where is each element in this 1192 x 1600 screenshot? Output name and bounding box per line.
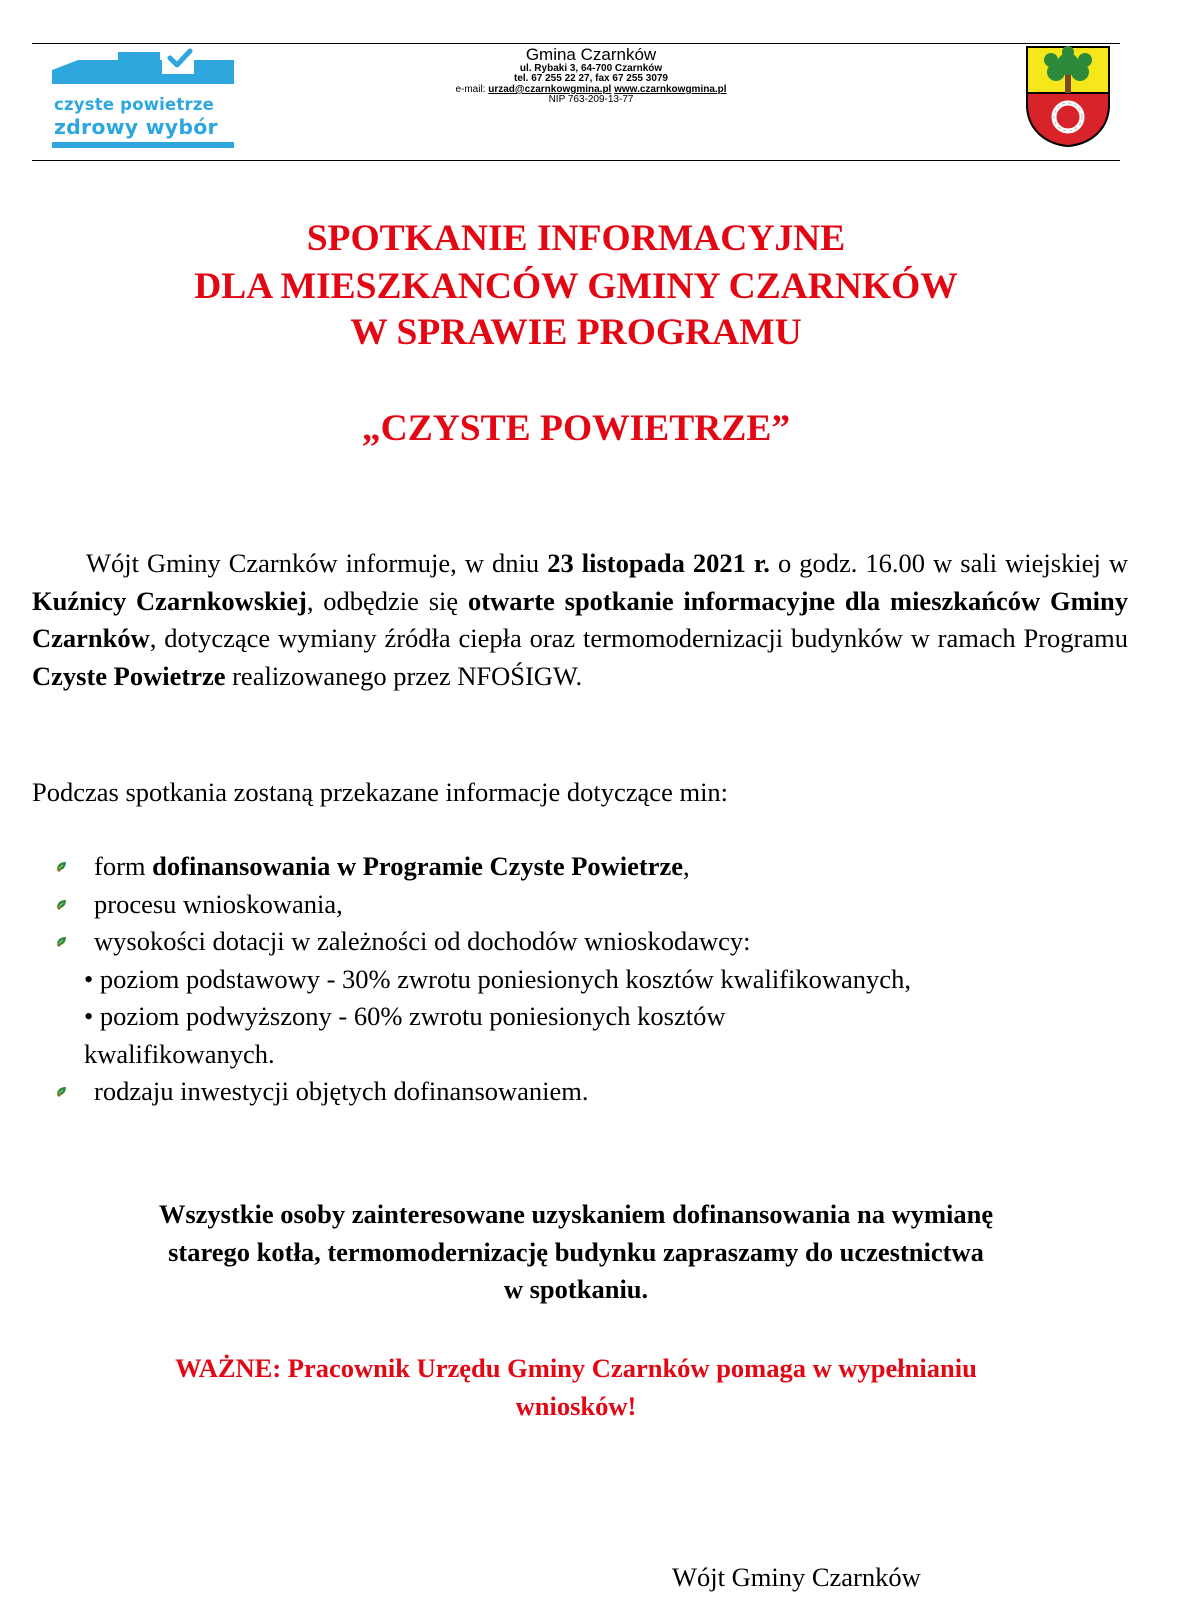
header-bottom-rule xyxy=(32,160,1120,161)
list-item-1-text-a: form xyxy=(94,851,153,881)
title-program-name: „CZYSTE POWIETRZE” xyxy=(361,408,791,449)
meeting-description: otwarte spotkanie informacyjne dla mieszkańców Gminy Czarnków xyxy=(32,585,1129,653)
notice-line-2: wniosków! xyxy=(515,1390,637,1421)
org-address: ul. Rybaki 3, 64-700 Czarnków xyxy=(519,62,663,74)
notice-line-1: WAŻNE: Pracownik Urzędu Gminy Czarnków pomaga w wypełnianiu xyxy=(175,1353,977,1383)
sub-item-basic-level: • poziom podstawowy - 30% zwrotu poniesionych kosztów kwalifikowanych, xyxy=(84,963,911,994)
list-item-2-text: procesu wnioskowania, xyxy=(94,888,343,919)
signature: Wójt Gminy Czarnków xyxy=(672,1562,921,1592)
intro-text-3: , odbędzie się xyxy=(306,585,468,616)
leaf-bullet-icon xyxy=(56,899,67,910)
invitation-line-2: starego kotła, termomodernizację budynku zapraszamy do uczestnictwa xyxy=(168,1236,984,1267)
invitation-paragraph xyxy=(32,1196,1120,1309)
meeting-location: Kuźnicy Czarnkowskiej xyxy=(32,585,307,616)
org-nip: NIP 763-209-13-77 xyxy=(548,94,634,106)
info-intro: Podczas spotkania zostaną przekazane informacje dotyczące min: xyxy=(32,777,729,807)
list-item-1-text-c: , xyxy=(683,851,690,881)
invitation-line-3: w spotkaniu. xyxy=(503,1274,649,1304)
org-website-link[interactable]: www.czarnkowgmina.pl xyxy=(614,83,727,95)
list-item-1-text-b: dofinansowania w Programie Czyste Powietrze xyxy=(152,851,684,881)
intro-text-4: , dotyczące wymiany źródła ciepła oraz termomodernizacji budynków w ramach Programu xyxy=(149,623,1128,653)
list-item xyxy=(32,886,1152,924)
sub-item-increased-level: • poziom podwyższony - 60% zwrotu poniesionych kosztów xyxy=(84,1001,726,1031)
logo-line-2: zdrowy wybór xyxy=(54,115,218,139)
intro-text-5: realizowanego przez NFOŚIGW. xyxy=(225,660,583,691)
org-email-link[interactable]: urzad@czarnkowgmina.pl xyxy=(488,83,612,95)
org-email-label: e-mail: xyxy=(455,83,489,95)
organization-info xyxy=(386,46,796,106)
list-item-3-text: wysokości dotacji w zależności od dochodów wnioskodawcy: xyxy=(94,926,751,956)
title-line-2: DLA MIESZKANCÓW GMINY CZARNKÓW xyxy=(194,266,958,307)
list-item xyxy=(32,923,1152,961)
list-item xyxy=(32,848,1152,886)
intro-text-1: Wójt Gminy Czarnków informuje, w dniu xyxy=(86,548,548,578)
title-line-3: W SPRAWIE PROGRAMU xyxy=(350,312,802,353)
leaf-bullet-icon xyxy=(56,861,67,872)
leaf-bullet-icon xyxy=(56,936,67,947)
invitation-line-1: Wszystkie osoby zainteresowane uzyskaniem dofinansowania na wymianę xyxy=(158,1199,994,1229)
org-phone: tel. 67 255 22 27, fax 67 255 3079 xyxy=(513,73,668,85)
title-line-1: SPOTKANIE INFORMACYJNE xyxy=(306,218,846,259)
header-top-rule xyxy=(32,43,1120,44)
important-notice xyxy=(32,1350,1120,1425)
coat-of-arms-icon xyxy=(1024,44,1112,148)
intro-paragraph xyxy=(32,545,1128,695)
czyste-powietrze-logo xyxy=(52,48,234,153)
logo-line-1: czyste powietrze xyxy=(54,95,215,114)
org-name: Gmina Czarnków xyxy=(525,45,657,64)
intro-text-2: o godz. 16.00 w sali wiejskiej w xyxy=(769,548,1129,578)
program-name: Czyste Powietrze xyxy=(32,660,226,691)
sub-item-increased-level-cont: kwalifikowanych. xyxy=(84,1038,275,1069)
leaf-bullet-icon xyxy=(56,1086,67,1097)
meeting-date: 23 listopada 2021 r. xyxy=(547,548,770,578)
list-item xyxy=(32,1073,1152,1111)
list-item-4-text: rodzaju inwestycji objętych dofinansowaniem. xyxy=(94,1076,589,1106)
topics-list xyxy=(32,848,1152,1111)
